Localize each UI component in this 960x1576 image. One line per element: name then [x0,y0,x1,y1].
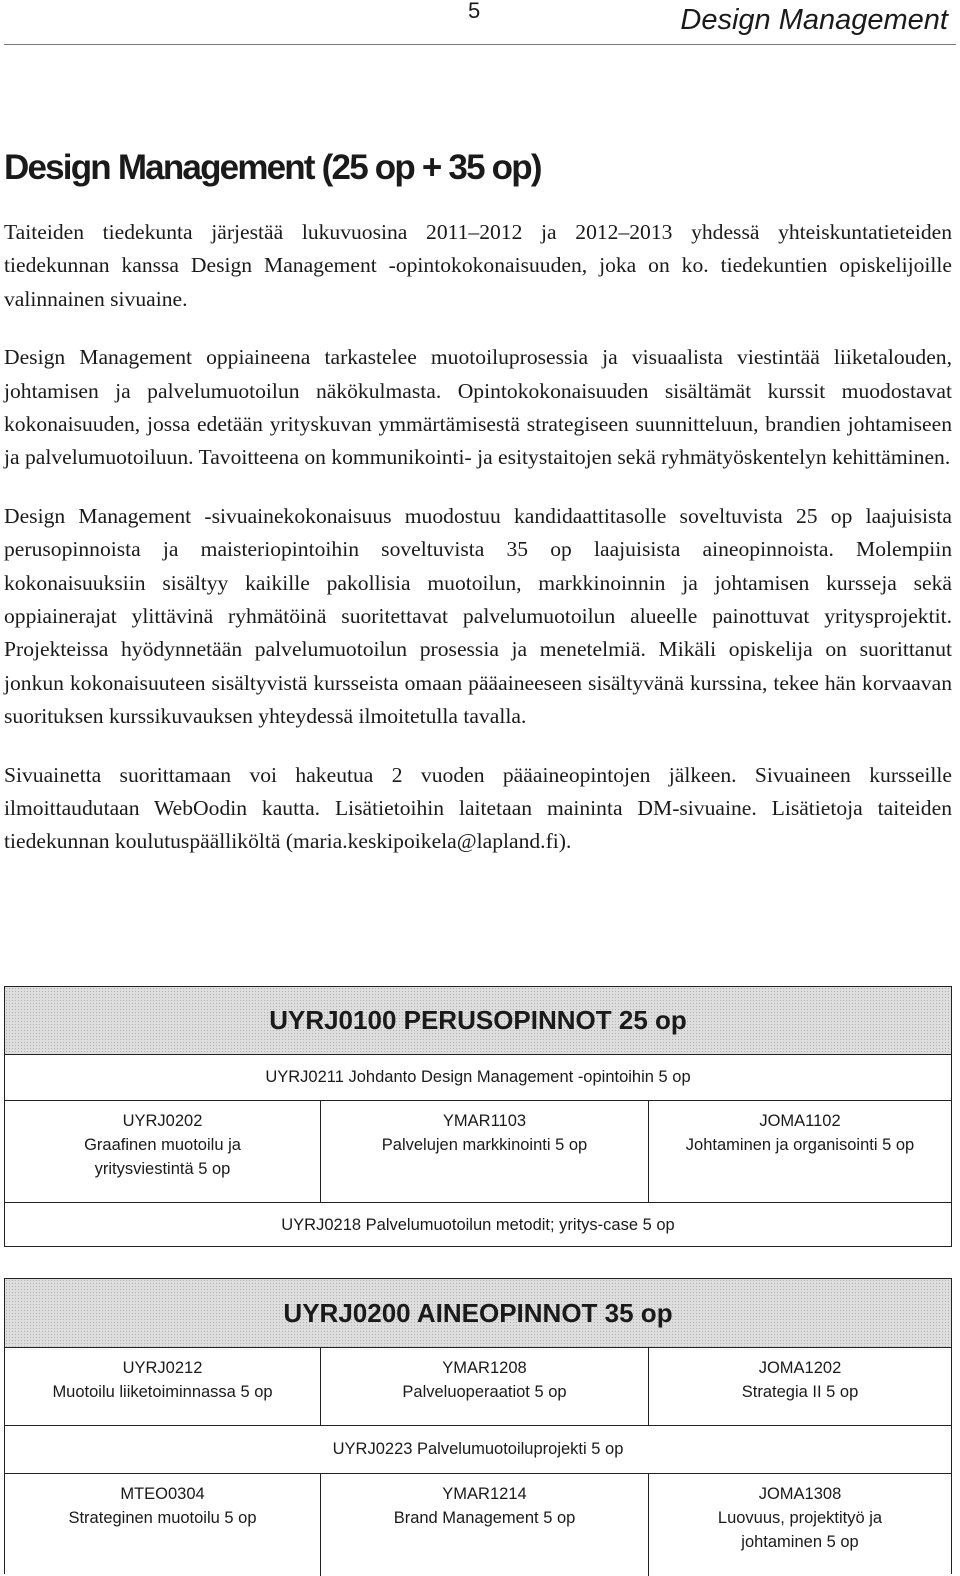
paragraph-structure: Design Management -sivuainekokonaisuus muodostuu kandidaattitasolle soveltuvista 25 op laajuisista perusopinnoista ja maisteriopintoihin soveltuvista 35 op laajuisista aineopinnoista. Molempiin kokonaisuuksiin sisältyy kaikille pakollisia muotoilun, markkinoinnin ja johtamisen kursseja sekä oppiainerajat ylittävinä ryhmätöinä suoritettavat palvelumuotoilun alueelle painottuvat yritysprojektit. Projekteissa hyödynnetään palvelumuotoilun prosessia ja menetelmiä. Mikäli opiskelija on suorittanut jonkun kokonaisuuteen sisältyvistä kursseista omaan pääaineeseen sisältyvänä kurssina, tekee hän korvaavan suorituksen kurssikuvauksen yhteydessä ilmoitetulla tavalla. [4,504,952,728]
paragraph-subject: Design Management oppiaineena tarkastelee muotoiluprosessia ja visuaalista viestintää liiketalouden, johtamisen ja palvelumuotoilun näkökulmasta. Opintokokonaisuuden sisältämät kurssit muodostavat kokonaisuuden, jossa edetään yrityskuvan ymmärtämisestä strategiseen suunnitteluun, brandien johtamiseen ja palvelumuotoiluun. Tavoitteena on kommunikointi- ja esitystaitojen sekä ryhmätyöskentelyn kehittäminen. [4,345,952,470]
course-code: JOMA1102 [759,1112,841,1130]
course-cell [321,1474,649,1576]
intermediate-courses-row-1 [5,1348,951,1426]
intro-course: UYRJ0211 Johdanto Design Management -opintoihin 5 op [265,1068,691,1086]
course-name: Johtaminen ja organisointi 5 op [685,1136,915,1154]
basic-studies-table [4,986,952,1247]
course-name: Luovuus, projektityö ja johtaminen 5 op [717,1509,883,1551]
course-code: MTEO0304 [120,1485,205,1503]
course-cell [649,1474,951,1576]
final-course: UYRJ0218 Palvelumuotoilun metodit; yritys-case 5 op [281,1216,675,1234]
intermediate-studies-heading: UYRJ0200 AINEOPINNOT 35 op [5,1279,951,1348]
page-number: 5 [468,0,481,23]
intermediate-studies-table [4,1278,952,1574]
paragraph-enrollment: Sivuainetta suorittamaan voi hakeutua 2 vuoden pääaineopintojen jälkeen. Sivuaineen kursseille ilmoittaudutaan WebOodin kautta. Lisätietoihin laitetaan maininta DM-sivuaine. Lisätietoja taiteiden tiedekunnan koulutuspäälliköltä (maria.keskipoikela@lapland.fi). [4,762,952,854]
page-header [0,0,960,46]
final-course-row [5,1203,951,1248]
basic-courses-row [5,1101,951,1203]
project-course-row [5,1426,951,1474]
course-code: YMAR1103 [442,1112,527,1130]
course-cell [5,1348,321,1425]
course-code: UYRJ0212 [122,1359,203,1377]
intro-course-row [5,1055,951,1101]
course-cell [5,1474,321,1576]
running-title: Design Management [680,4,948,36]
course-name: Muotoilu liiketoiminnassa 5 op [52,1383,273,1401]
header-divider [4,44,956,45]
course-name: Palvelujen markkinointi 5 op [381,1136,588,1154]
course-code: JOMA1202 [758,1359,842,1377]
course-code: YMAR1208 [442,1359,527,1377]
intermediate-courses-row-2 [5,1474,951,1576]
page-title: Design Management (25 op + 35 op) [4,148,541,187]
course-cell [5,1101,321,1202]
course-cell [321,1348,649,1425]
basic-studies-heading: UYRJ0100 PERUSOPINNOT 25 op [5,987,951,1055]
course-cell [649,1101,951,1202]
paragraph-intro: Taiteiden tiedekunta järjestää lukuvuosina 2011–2012 ja 2012–2013 yhdessä yhteiskuntatieteiden tiedekunnan kanssa Design Management -opintokokonaisuuden, joka on ko. tiedekuntien opiskelijoille valinnainen sivuaine. [4,220,952,311]
project-course: UYRJ0223 Palvelumuotoiluprojekti 5 op [332,1440,624,1458]
course-code: YMAR1214 [442,1485,527,1503]
course-cell [321,1101,649,1202]
course-name: Brand Management 5 op [393,1509,576,1527]
course-code: JOMA1308 [758,1485,842,1503]
course-name: Strateginen muotoilu 5 op [68,1509,257,1527]
course-name: Strategia II 5 op [741,1383,859,1401]
course-name: Graafinen muotoilu ja yritysviestintä 5 op [84,1136,241,1178]
body-text [4,216,952,884]
course-name: Palveluoperaatiot 5 op [402,1383,567,1401]
course-cell [649,1348,951,1425]
course-code: UYRJ0202 [122,1112,203,1130]
